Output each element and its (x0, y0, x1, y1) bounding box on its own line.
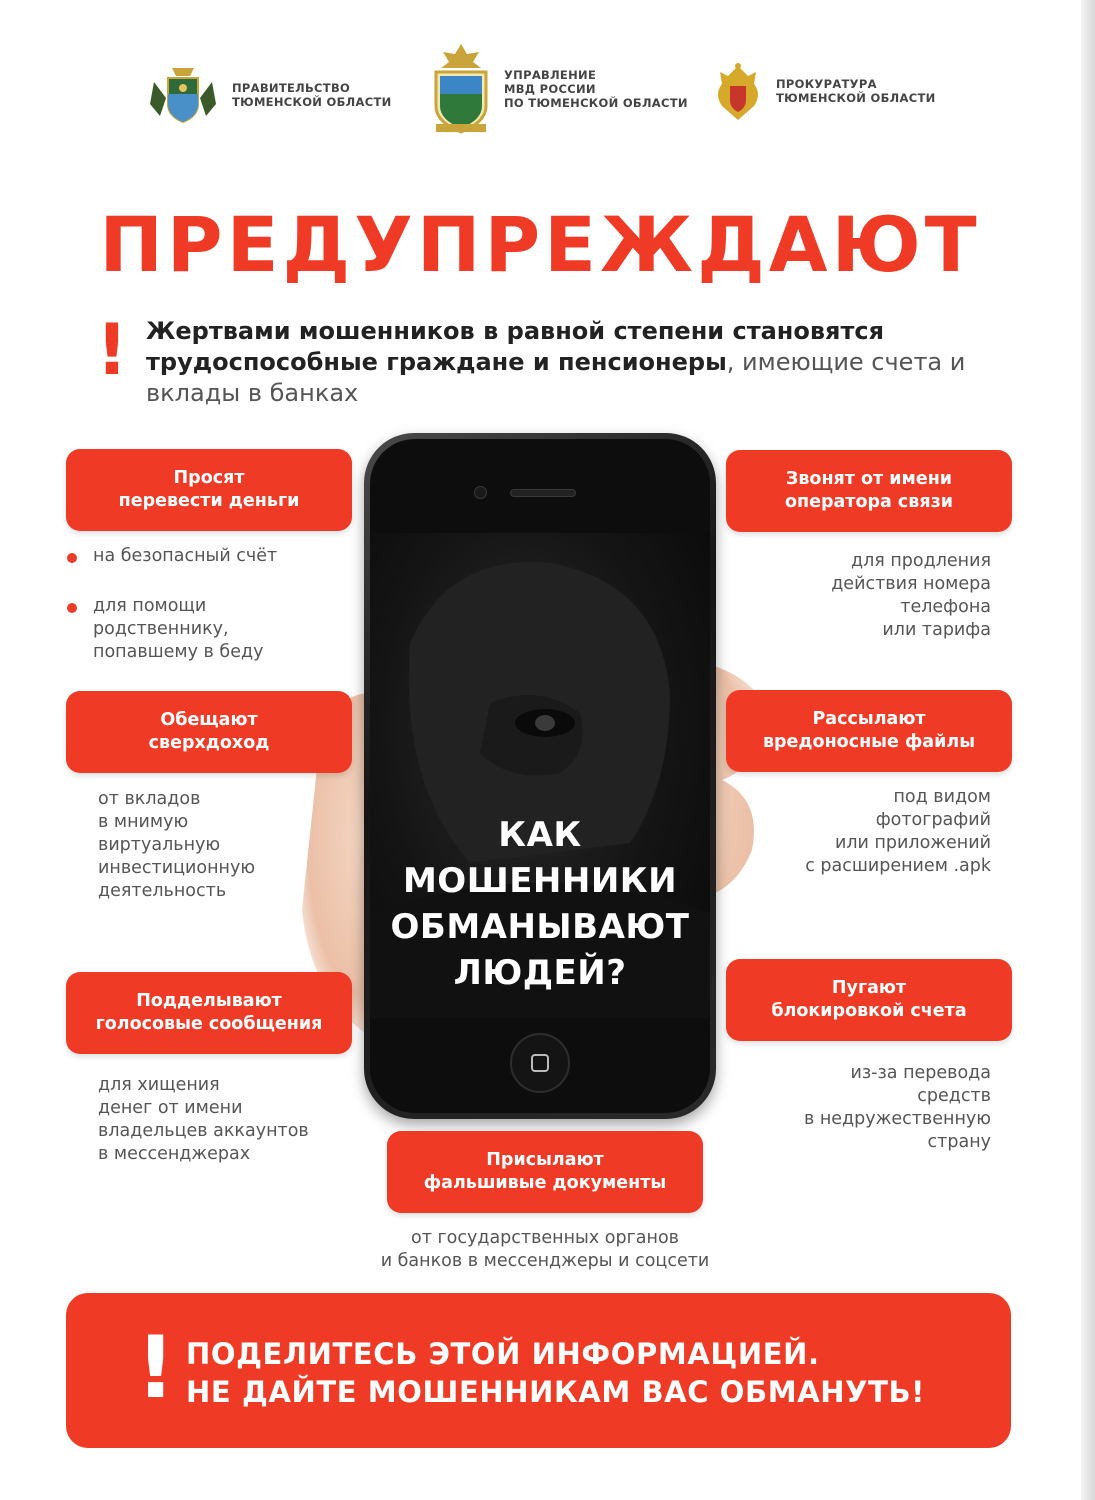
page-title: ПРЕДУПРЕЖДАЮТ (99, 200, 981, 289)
page-edge-shadow (1081, 0, 1095, 1500)
badge-files: Рассылают вредоносные файлы (726, 690, 1012, 772)
org-mvd-label: УПРАВЛЕНИЕ МВД РОССИИ ПО ТЮМЕНСКОЙ ОБЛАСТИ (504, 68, 688, 110)
badge-docs: Присылают фальшивые документы (387, 1131, 703, 1213)
mvd-emblem-icon (430, 42, 492, 136)
badge-operator: Звонят от имени оператора связи (726, 450, 1012, 532)
income-text: от вкладов в мнимую виртуальную инвестиционную деятельность (98, 789, 256, 901)
badge-block: Пугают блокировкой счета (726, 959, 1012, 1041)
intro-light: , имеющие счета и вклады в банках (146, 348, 966, 407)
bullet-dot-icon (67, 553, 77, 563)
org-government (146, 64, 392, 126)
phone-home-button (510, 1033, 570, 1093)
exclamation-icon: ! (96, 309, 128, 391)
org-mvd (430, 42, 688, 136)
phone-speaker (510, 489, 576, 497)
badge-transfer: Просят перевести деньги (66, 449, 352, 531)
voice-text: для хищения денег от имени владельцев аккаунтов в мессенджерах (98, 1075, 309, 1164)
transfer-bullet-2: для помощи родственнику, попавшему в беду (93, 596, 264, 662)
government-coat-of-arms-icon (146, 64, 220, 126)
org-government-label: ПРАВИТЕЛЬСТВО ТЮМЕНСКОЙ ОБЛАСТИ (232, 81, 392, 109)
block-text: из-за перевода средств в недружественную страну (803, 1063, 991, 1152)
footer-text: ПОДЕЛИТЕСЬ ЭТОЙ ИНФОРМАЦИЕЙ. НЕ ДАЙТЕ МОШЕННИКАМ ВАС ОБМАНУТЬ! (186, 1337, 925, 1409)
org-prosecutor (712, 60, 936, 122)
phone-camera-icon (474, 486, 487, 499)
footer-exclamation-icon: ! (136, 1318, 176, 1418)
org-prosecutor-label: ПРОКУРАТУРА ТЮМЕНСКОЙ ОБЛАСТИ (776, 77, 936, 105)
operator-text: для продления действия номера телефона или тарифа (831, 551, 991, 640)
prosecutor-emblem-icon (712, 60, 764, 122)
bullet-dot-icon (67, 603, 77, 613)
transfer-bullet-1: на безопасный счёт (93, 546, 278, 566)
badge-income: Обещают сверхдоход (66, 691, 352, 773)
intro-bold: Жертвами мошенников в равной степени становятся трудоспособные граждане и пенсионеры (146, 317, 885, 376)
docs-text: от государственных органов и банков в мессенджеры и соцсети (380, 1228, 710, 1271)
intro-text (146, 316, 1006, 409)
files-text: под видом фотографий или приложений с расширением .apk (805, 787, 991, 876)
phone-screen-text: КАК МОШЕННИКИ ОБМАНЫВАЮТ ЛЮДЕЙ? (390, 815, 690, 993)
badge-voice: Подделывают голосовые сообщения (66, 972, 352, 1054)
